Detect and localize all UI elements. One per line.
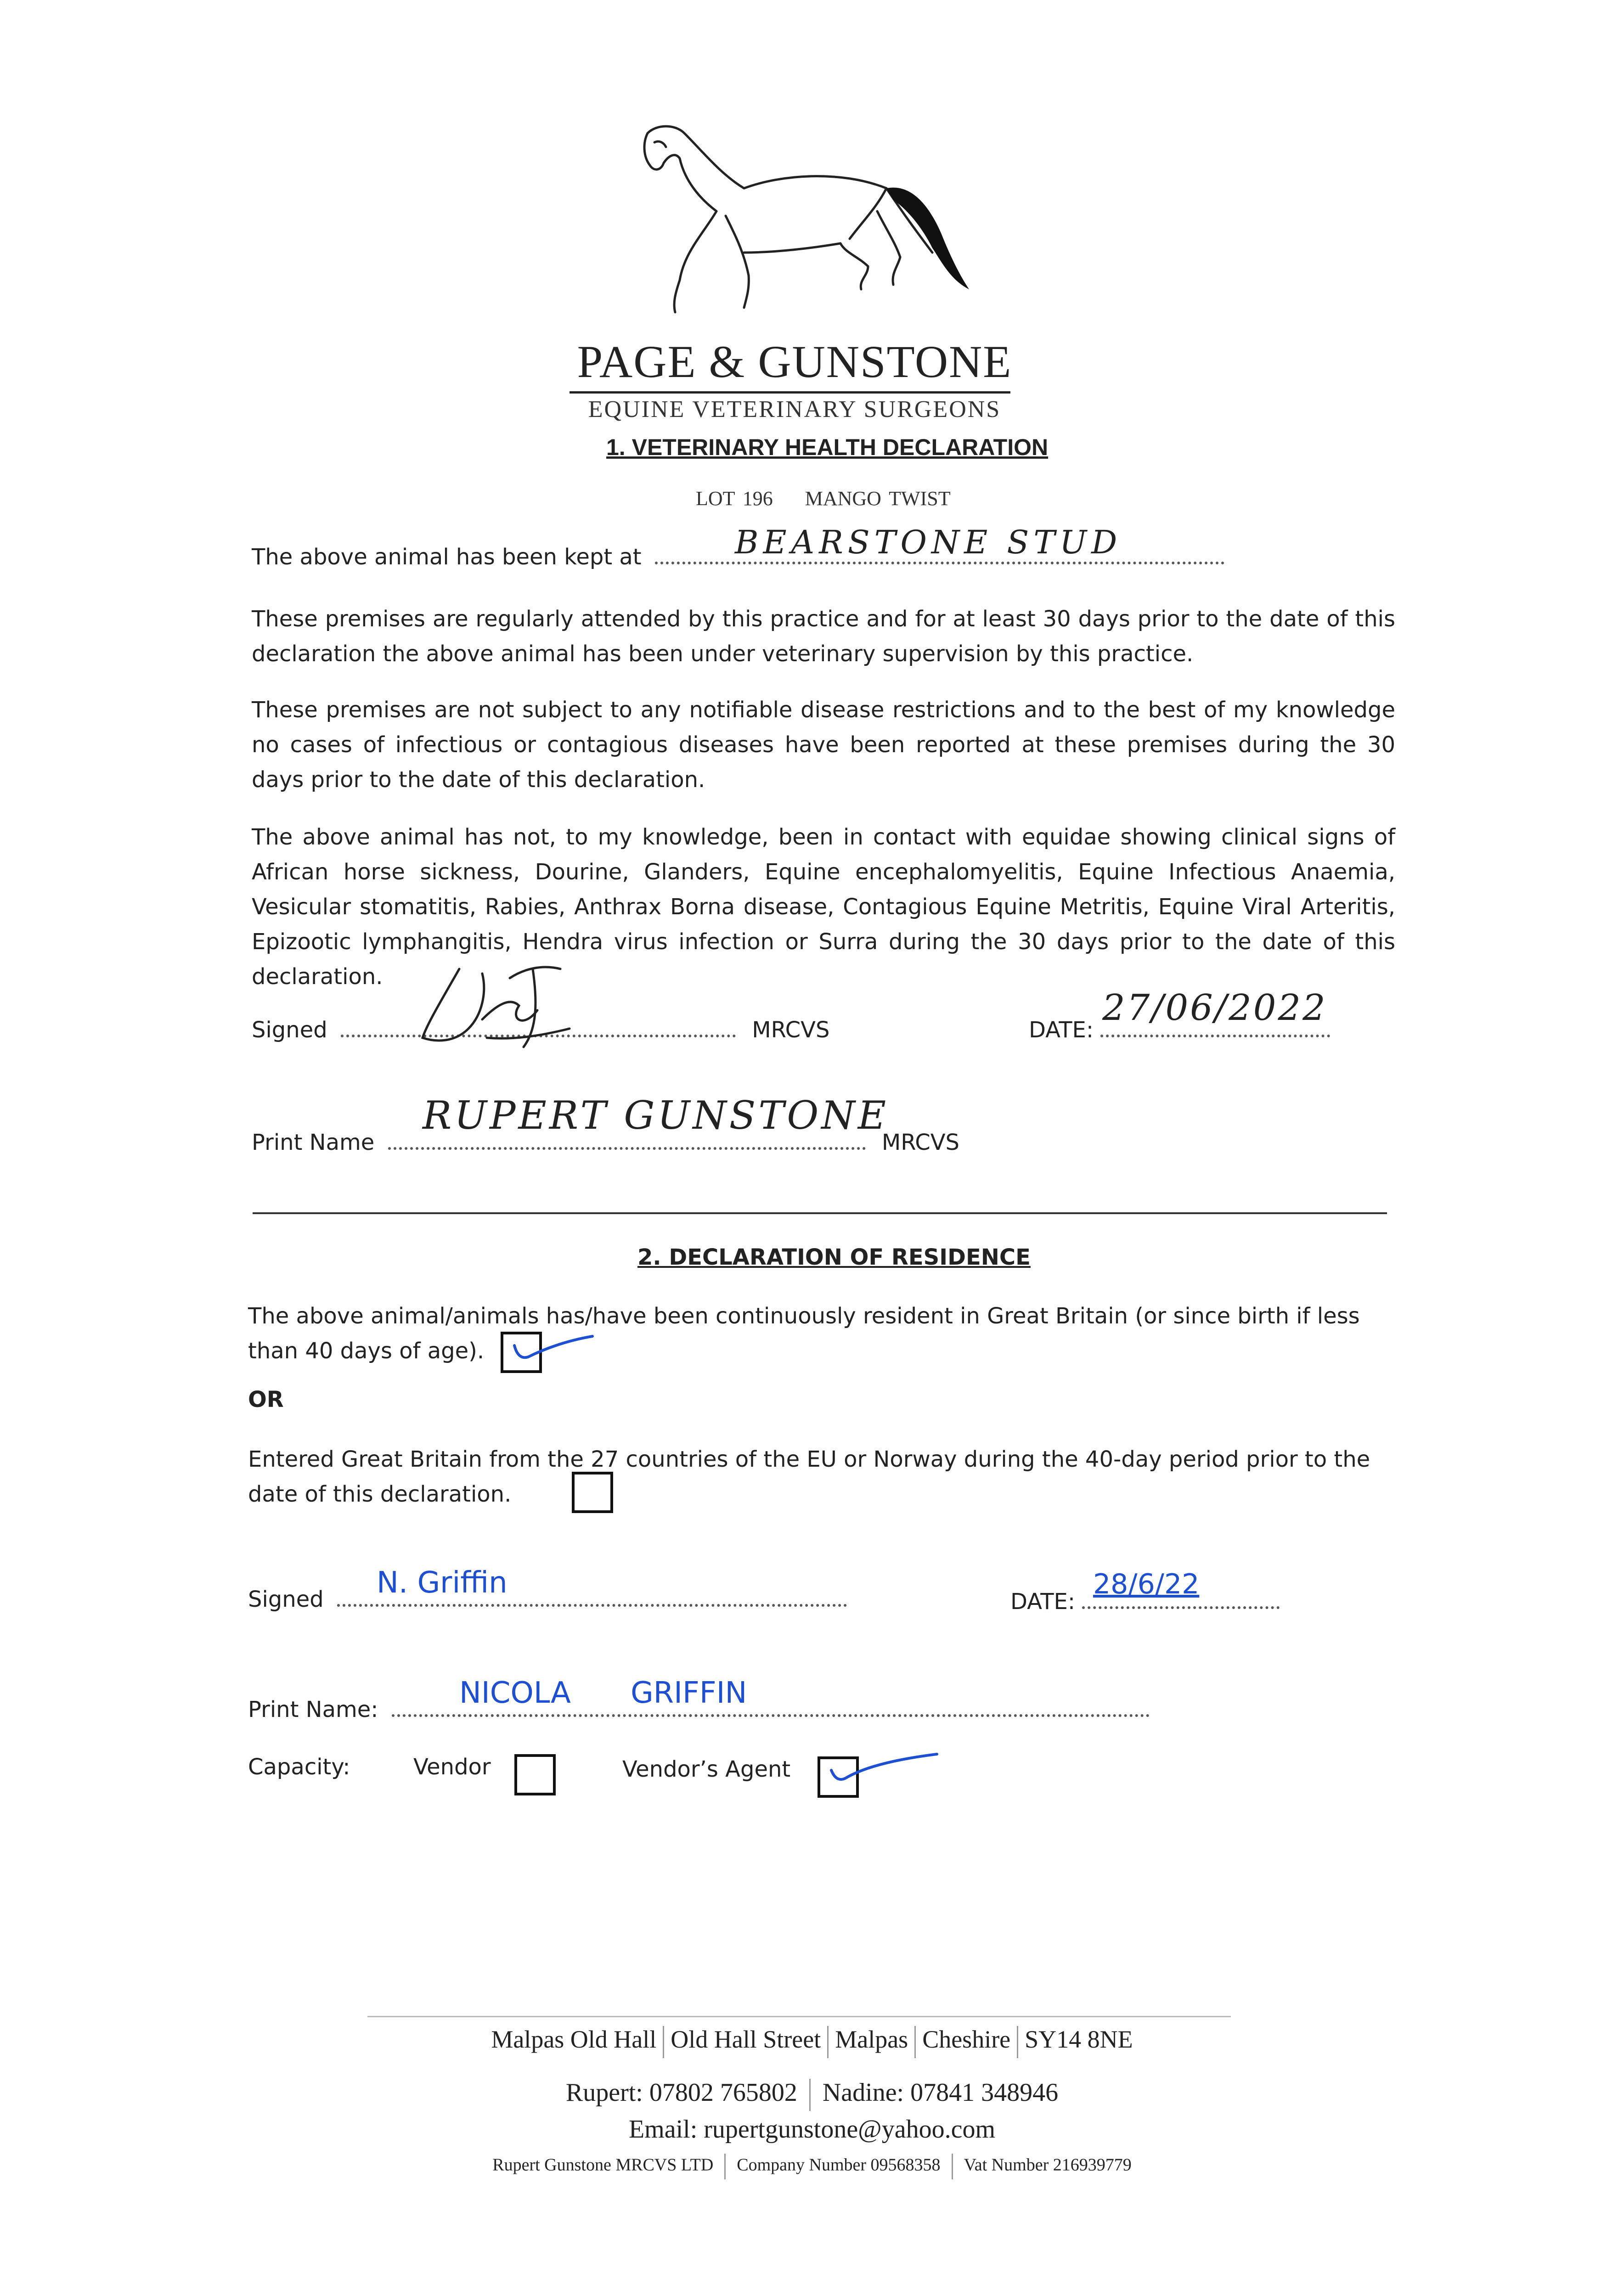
footer-phone-rupert: Rupert: 07802 765802	[565, 2078, 797, 2107]
vendor-checkbox[interactable]	[514, 1754, 556, 1795]
vet-print-mrcvs-label: MRCVS	[881, 1130, 960, 1155]
vendor-agent-label: Vendor’s Agent	[622, 1756, 791, 1782]
restrictions-paragraph: These premises are not subject to any notifiable disease restrictions and to the best of my knowledge no cases of infectious or contagious diseases have been reported at these premises during the 30 days prior to the date of this declaration.	[252, 697, 1395, 793]
vet-print-name-field[interactable]	[388, 1143, 866, 1150]
footer-company	[353, 2154, 1271, 2179]
brand-subtitle: EQUINE VETERINARY SURGEONS	[588, 396, 1001, 422]
section-divider	[253, 1212, 1387, 1214]
footer-address-3: Malpas	[835, 2026, 908, 2053]
vendor-date-field[interactable]	[1082, 1603, 1280, 1609]
vendor-print-name-label: Print Name:	[248, 1697, 378, 1722]
vendor-print-name-field[interactable]	[392, 1711, 1150, 1717]
vendor-print-name-handwriting: NICOLA GRIFFIN	[459, 1676, 747, 1710]
vendor-signed-label: Signed	[248, 1587, 324, 1612]
brand-rule	[570, 391, 1010, 394]
vet-date-label: DATE:	[1029, 1017, 1094, 1043]
footer-phone-nadine: Nadine: 07841 348946	[822, 2078, 1059, 2107]
vendor-label: Vendor	[413, 1754, 491, 1780]
footer-address-4: Cheshire	[922, 2026, 1011, 2053]
footer-vat-number: Vat Number 216939779	[964, 2155, 1132, 2175]
vendor-signature-handwriting: N. Griffin	[377, 1566, 508, 1600]
vendor-date-handwriting: 28/6/22	[1093, 1568, 1200, 1600]
residence-option-1: The above animal/animals has/have been continuously resident in Great Britain (or since birth if less than 40 days of age).	[248, 1303, 1360, 1364]
residence-option-2: Entered Great Britain from the 27 countries of the EU or Norway during the 40-day period prior to the date of this declaration.	[248, 1446, 1370, 1507]
capacity-label: Capacity:	[248, 1754, 350, 1780]
kept-at-handwriting: BEARSTONE STUD	[735, 523, 1122, 561]
or-label: OR	[248, 1387, 284, 1412]
vet-mrcvs-label: MRCVS	[752, 1017, 830, 1043]
premises-paragraph: These premises are regularly attended by this practice and for at least 30 days prior to the date of this declaration the above animal has been under veterinary supervision by this practice.	[252, 606, 1395, 667]
lot-number: LOT 196	[696, 487, 773, 510]
vet-print-name-handwriting: RUPERT GUNSTONE	[423, 1093, 889, 1138]
vendor-date-label: DATE:	[1010, 1589, 1076, 1615]
section1-title: 1. VETERINARY HEALTH DECLARATION	[606, 434, 1049, 460]
footer-company-name: Rupert Gunstone MRCVS LTD	[492, 2155, 714, 2175]
brand-name: PAGE & GUNSTONE	[577, 336, 1012, 387]
vet-signed-label: Signed	[252, 1017, 327, 1043]
footer-address	[353, 2025, 1271, 2058]
footer-address-1: Malpas Old Hall	[491, 2026, 657, 2053]
kept-at-label: The above animal has been kept at	[252, 544, 642, 570]
vet-date-field[interactable]	[1100, 1031, 1330, 1037]
footer-company-number: Company Number 09568358	[737, 2155, 941, 2175]
disease-paragraph: The above animal has not, to my knowledge, been in contact with equidae showing clinical signs of African horse sickness, Dourine, Glanders, Equine encephalomyelitis, Equine Infectious Anaemia, Vesicular stomatitis, Rabies, Anthrax Borna disease, Contagious Equine Metritis, Equine Viral Arteritis, Epizootic lymphangitis, Hendra virus infection or Surra during the 30 days prior to the date of this declaration.	[252, 824, 1395, 990]
residence-option-1-check-icon	[505, 1322, 597, 1378]
vet-signature-icon	[404, 951, 588, 1052]
vendor-signed-line	[248, 1587, 847, 1612]
horse-logo-icon	[629, 115, 997, 335]
vet-print-name-label: Print Name	[252, 1130, 375, 1155]
footer-rule	[367, 2016, 1231, 2017]
footer-address-5: SY14 8NE	[1025, 2026, 1133, 2053]
vendor-signature-field[interactable]	[337, 1600, 847, 1607]
residence-option-2-checkbox[interactable]	[572, 1472, 613, 1513]
horse-name: MANGO TWIST	[805, 487, 951, 510]
lot-line	[696, 487, 951, 510]
section2-title: 2. DECLARATION OF RESIDENCE	[637, 1244, 1031, 1270]
vendor-agent-check-icon	[822, 1740, 942, 1795]
footer-phones	[353, 2078, 1271, 2111]
footer-email: Email: rupertgunstone@yahoo.com	[628, 2115, 996, 2144]
vet-date-handwriting: 27/06/2022	[1102, 987, 1327, 1029]
footer-address-2: Old Hall Street	[671, 2026, 821, 2053]
